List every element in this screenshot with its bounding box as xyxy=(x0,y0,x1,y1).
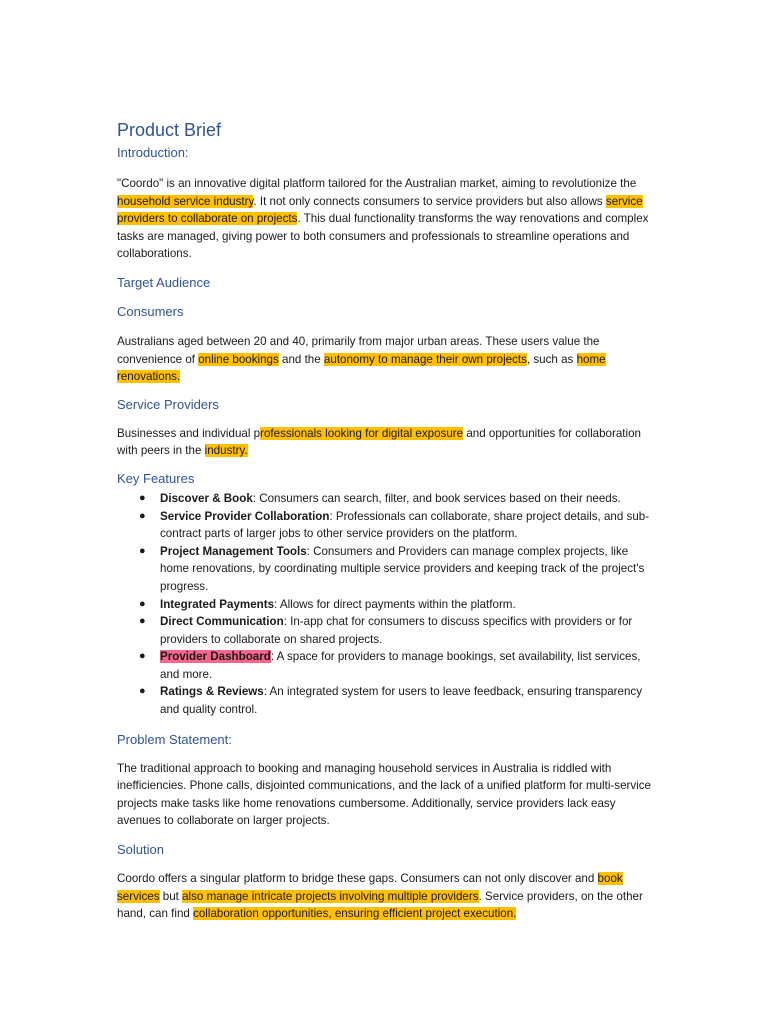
highlight-digital-exposure: rofessionals looking for digital exposure xyxy=(260,426,464,440)
bullet-icon: ● xyxy=(139,597,146,610)
key-features-list xyxy=(117,490,657,719)
consumers-text-2: and the xyxy=(278,352,324,366)
intro-text-3: . This dual functionality transforms the way renovations and complex tasks are managed, giving power to both consumers and professionals to streamline operations and collaborations. xyxy=(117,212,649,261)
feature-label: Service Provider Collaboration xyxy=(160,509,330,523)
feature-text: : Consumers and Providers can manage complex projects, like home renovations, by coordinating multiple service providers and keeping track of the project's progress. xyxy=(160,544,645,593)
list-item xyxy=(117,648,657,683)
feature-text: : A space for providers to manage bookings, set availability, list services, and more. xyxy=(160,650,641,681)
feature-label-highlighted: Provider Dashboard xyxy=(160,650,271,664)
intro-text-1: "Coordo" is an innovative digital platform tailored for the Australian market, aiming to revolutionize the xyxy=(117,177,637,190)
solution-text-2: but xyxy=(159,889,183,903)
list-item xyxy=(117,613,657,648)
service-providers-heading: Service Providers xyxy=(117,396,219,412)
problem-statement-heading: Problem Statement: xyxy=(117,731,232,747)
bullet-icon: ● xyxy=(139,650,146,663)
feature-label: Project Management Tools xyxy=(160,544,307,558)
highlight-online-bookings: online bookings xyxy=(198,352,279,366)
highlight-industry: industry. xyxy=(204,444,248,458)
solution-text-3: . Service providers, on the other hand, can find xyxy=(117,889,643,921)
feature-text: : Professionals can collaborate, share project details, and sub-contract parts of larger jobs to other service providers on the platform. xyxy=(160,509,650,541)
consumers-text-3: , such as xyxy=(526,352,577,366)
bullet-icon: ● xyxy=(139,509,146,522)
problem-statement-paragraph: The traditional approach to booking and managing household services in Australia is riddled with inefficiencies. Phone calls, disjointed communications, and the lack of a unified platform for multi-service projects make tasks like home renovations cumbersome. Additionally, service providers lack easy avenues to collaborate on larger projects. xyxy=(117,761,652,828)
feature-text: : An integrated system for users to leave feedback, ensuring transparency and quality control. xyxy=(160,685,643,717)
feature-text: : In-app chat for consumers to discuss specifics with providers or for providers to collaborate on shared projects. xyxy=(160,615,633,646)
list-item xyxy=(117,596,657,614)
solution-text-1: Coordo offers a singular platform to bridge these gaps. Consumers can not only discover and xyxy=(117,872,598,886)
highlight-household-service: household service industry xyxy=(117,194,254,208)
feature-text: : Consumers can search, filter, and book services based on their needs. xyxy=(252,491,621,505)
list-item xyxy=(117,683,657,718)
highlight-manage-projects: also manage intricate projects involving multiple providers xyxy=(182,889,479,903)
feature-label: Integrated Payments xyxy=(160,597,275,611)
highlight-book-services: book services xyxy=(117,872,623,903)
solution-heading: Solution xyxy=(117,842,164,858)
solution-paragraph xyxy=(117,870,657,923)
service-providers-paragraph xyxy=(117,425,657,460)
providers-text-1: Businesses and individual p xyxy=(117,426,261,440)
target-audience-heading: Target Audience xyxy=(117,274,211,290)
list-item xyxy=(117,490,657,508)
document-title: Product Brief xyxy=(117,120,222,140)
feature-text: : Allows for direct payments within the platform. xyxy=(274,597,516,611)
introduction-heading: Introduction: xyxy=(117,145,189,160)
intro-text-2: . It not only connects consumers to service providers but also allows xyxy=(253,194,606,208)
highlight-providers-collaborate: service providers to collaborate on projects xyxy=(117,194,643,226)
feature-label: Direct Communication xyxy=(160,615,284,629)
document-body xyxy=(117,118,657,923)
key-features-heading: Key Features xyxy=(117,470,195,486)
feature-label: Discover & Book xyxy=(160,491,253,505)
consumers-paragraph xyxy=(117,333,657,386)
feature-label: Ratings & Reviews xyxy=(160,685,264,699)
introduction-paragraph xyxy=(117,175,657,263)
highlight-autonomy: autonomy to manage their own projects xyxy=(323,352,527,366)
highlight-home-renovations: home renovations. xyxy=(117,352,606,384)
providers-text-2: and opportunities for collaboration with peers in the xyxy=(117,426,641,458)
bullet-icon: ● xyxy=(139,491,146,504)
bullet-icon: ● xyxy=(139,544,146,557)
consumers-text-1: Australians aged between 20 and 40, primarily from major urban areas. These users value the convenience of xyxy=(117,334,600,366)
highlight-collaboration-opportunities: collaboration opportunities, ensuring efficient project execution. xyxy=(193,907,517,921)
consumers-heading: Consumers xyxy=(117,303,184,319)
list-item xyxy=(117,508,657,543)
bullet-icon: ● xyxy=(139,615,146,628)
list-item xyxy=(117,543,657,596)
bullet-icon: ● xyxy=(139,685,146,698)
